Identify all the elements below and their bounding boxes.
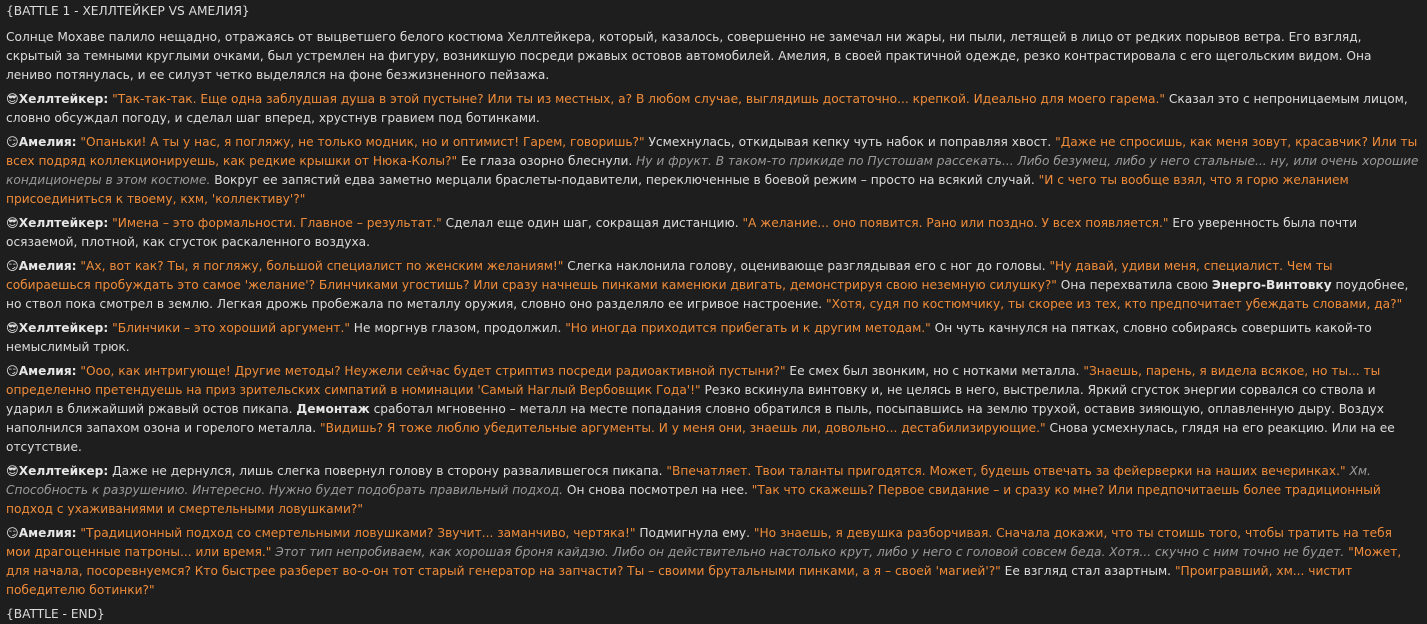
dialogue-quote: "Может, для начала, посоревнуемся? Кто быстрее разберет во-о-он тот старый генератор на запчасти? Ты – своими брутальными пинками, а я – своей 'магией'?" (6, 545, 1402, 578)
dialogue-quote: "Хотя, судя по костюмчику, ты скорее из тех, кто предпочитает убеждать словами, да?" (826, 297, 1403, 311)
speaker-name: Амелия: (18, 526, 77, 540)
inner-thought: Хм. Способность к разрушению. Интересно. Нужно будет подобрать правильный подход. (6, 464, 1371, 497)
speaker-name: Амелия: (18, 259, 77, 273)
dialogue-quote: "Знаешь, парень, я видела всякое, но ты... ты определенно претендуешь на приз зрительских симпатий в номинации 'Самый Наглый Вербовщик Года'!" (6, 364, 1381, 397)
narration-text: Она перехватила свою (1056, 278, 1212, 292)
dialogue-quote: "И с чего ты вообще взял, что я горю желанием присоединиться к твоему, кхм, 'коллективу'?" (6, 173, 1349, 206)
dialogue-quote: "Видишь? Я тоже люблю убедительные аргументы. И у меня они, знаешь ли, довольно... дестабилизирующие." (320, 421, 1046, 435)
speaker-emoji-icon: 😏 (6, 364, 19, 378)
speaker-emoji-icon: 😎 (6, 216, 19, 230)
battle-messages (6, 28, 1419, 600)
highlighted-term: Демонтаж (296, 402, 370, 416)
narration-text: Даже не дернулся, лишь слегка повернул голову в сторону развалившегося пикапа. (108, 464, 667, 478)
dialogue-quote: "Традиционный подход со смертельными ловушками? Звучит... заманчиво, чертяка!" (80, 526, 636, 540)
dialogue-quote: "Ах, вот как? Ты, я погляжу, большой специалист по женским желаниям!" (80, 259, 564, 273)
dialogue-quote: "Блинчики – это хороший аргумент." (112, 321, 350, 335)
narration-text: Сказал это с непроницаемым лицом, словно обсуждал погоду, и сделал шаг вперед, хрустнув гравием под ботинками. (6, 92, 1408, 125)
narration-text: Снова усмехнулась, глядя на его реакцию. Или на ее отсутствие. (6, 421, 1395, 454)
narration-text: Не моргнув глазом, продолжил. (349, 321, 566, 335)
narration-text: Ее смех был звонким, но с нотками металла. (785, 364, 1084, 378)
narration-text: Он снова посмотрел на нее. (563, 483, 752, 497)
narration-text: Усмехнулась, откидывая кепку чуть набок и поправляя хвост. (644, 135, 1056, 149)
message-paragraph (6, 462, 1419, 519)
narration-text: Вокруг ее запястий едва заметно мерцали браслеты-подавители, переключенные в боевой режим – просто на всякий случай. (210, 173, 1039, 187)
dialogue-quote: "Впечатляет. Твои таланты пригодятся. Может, будешь отвечать за фейерверки на наших вечеринках." (666, 464, 1346, 478)
highlighted-term: Энерго-Винтовку (1211, 278, 1332, 292)
speaker-emoji-icon: 😏 (6, 135, 19, 149)
narration-text: Сделал еще один шаг, сокращая дистанцию. (441, 216, 743, 230)
message-paragraph (6, 133, 1419, 209)
narration-text: поудобнее, но ствол пока смотрел в землю. Легкая дрожь пробежала по металлу оружия, словно оно разделяло ее игривое настроение. (6, 278, 1409, 311)
battle-footer: {BATTLE - END} (6, 607, 105, 621)
narration-text: Ее взгляд стал азартным. (1000, 564, 1175, 578)
speaker-name: Хеллтейкер: (18, 92, 109, 106)
speaker-emoji-icon: 😎 (6, 92, 19, 106)
message-paragraph (6, 319, 1419, 357)
speaker-name: Амелия: (18, 135, 77, 149)
narration-text: Ее глаза озорно блеснули. (457, 154, 637, 168)
message-paragraph (6, 362, 1419, 457)
message-paragraph (6, 524, 1419, 600)
narration-text: Резко вскинула винтовку и, не целясь в него, выстрелила. Яркий сгусток энергии сорвался со ствола и ударил в ближайший ржавый остов пикапа. (6, 383, 1376, 416)
dialogue-quote: "Так-так-так. Еще одна заблудшая душа в этой пустыне? Или ты из местных, а? В любом случае, выглядишь достаточно... крепкой. Идеально для моего гарема." (112, 92, 1165, 106)
dialogue-quote: "Проигравший, хм... чистит победителю ботинки?" (6, 564, 1353, 597)
message-paragraph (6, 257, 1419, 314)
speaker-emoji-icon: 😎 (6, 464, 19, 478)
speaker-emoji-icon: 😏 (6, 259, 19, 273)
narration-text: Он чуть качнулся на пятках, словно собираясь совершить какой-то немыслимый трюк. (6, 321, 1372, 354)
inner-thought: Этот тип непробиваем, как хорошая броня кайдзю. Либо он действительно настолько крут, либо у него с головой совсем беда. Хотя... скучно с ним точно не будет. (275, 545, 1345, 559)
speaker-emoji-icon: 😎 (6, 321, 19, 335)
speaker-name: Хеллтейкер: (18, 216, 109, 230)
message-paragraph (6, 214, 1419, 252)
speaker-name: Амелия: (18, 364, 77, 378)
narration-text: Его уверенность была почти осязаемой, плотной, как сгусток раскаленного воздуха. (6, 216, 1358, 249)
dialogue-quote: "Имена – это формальности. Главное – результат." (112, 216, 442, 230)
dialogue-quote: "Ооо, как интригующе! Другие методы? Неужели сейчас будет стриптиз посреди радиоактивной пустыни?" (80, 364, 786, 378)
narration-text: сработал мгновенно – металл на месте попадания словно обратился в пыль, посыпавшись на землю трухой, оставив зияющую, оплавленную дыру. Воздух наполнился запахом озона и горелого металла. (6, 402, 1384, 435)
narration-text: Слегка наклонила голову, оценивающе разглядывая его с ног до головы. (563, 259, 1050, 273)
narration-text: Солнце Мохаве палило нещадно, отражаясь от выцветшего белого костюма Хеллтейкера, который, казалось, совершенно не замечал ни жары, ни пыли, летящей в лицо от редких порывов ветра. Его взгляд, скрытый за темными круглыми очками, был устремлен на фигуру, возникшую посреди ржавых остовов автомобилей. Амелия, в своей практичной одежде, резко контрастировала с его щегольским видом. Она лениво потянулась, и ее силуэт четко выделялся на фоне безжизненного пейзажа. (6, 30, 1372, 82)
dialogue-quote: "Но знаешь, я девушка разборчивая. Сначала докажи, что ты стоишь того, чтобы тратить на тебя мои драгоценные патроны... или время." (6, 526, 1392, 559)
dialogue-quote: "Опаньки! А ты у нас, я погляжу, не только модник, но и оптимист! Гарем, говоришь?" (80, 135, 645, 149)
dialogue-quote: "А желание... оно появится. Рано или поздно. У всех появляется." (742, 216, 1169, 230)
speaker-name: Хеллтейкер: (18, 321, 109, 335)
speaker-emoji-icon: 😏 (6, 526, 19, 540)
speaker-name: Хеллтейкер: (18, 464, 109, 478)
message-paragraph (6, 28, 1419, 85)
dialogue-quote: "Но иногда приходится прибегать и к другим методам." (565, 321, 931, 335)
dialogue-quote: "Даже не спросишь, как меня зовут, красавчик? Или ты всех подряд коллекционируешь, как редкие крышки от Нюка-Колы?" (6, 135, 1418, 168)
inner-thought: Ну и фрукт. В таком-то прикиде по Пустошам рассекать... Либо безумец, либо у него стальные... ну, или очень хорошие кондиционеры в этом костюме. (6, 154, 1419, 187)
battle-header: {BATTLE 1 - ХЕЛЛТЕЙКЕР VS АМЕЛИЯ} (6, 4, 250, 18)
dialogue-quote: "Так что скажешь? Первое свидание – и сразу ко мне? Или предпочитаешь более традиционный подход с ухаживаниями и смертельными ловушками?" (6, 483, 1381, 516)
dialogue-quote: "Ну давай, удиви меня, специалист. Чем ты собираешься пробуждать это самое 'желание'? Блинчиками угостишь? Или сразу начнешь пинками каменюки двигать, демонстрируя свою неземную силушку?" (6, 259, 1333, 292)
message-paragraph (6, 90, 1419, 128)
narration-text: Подмигнула ему. (635, 526, 754, 540)
